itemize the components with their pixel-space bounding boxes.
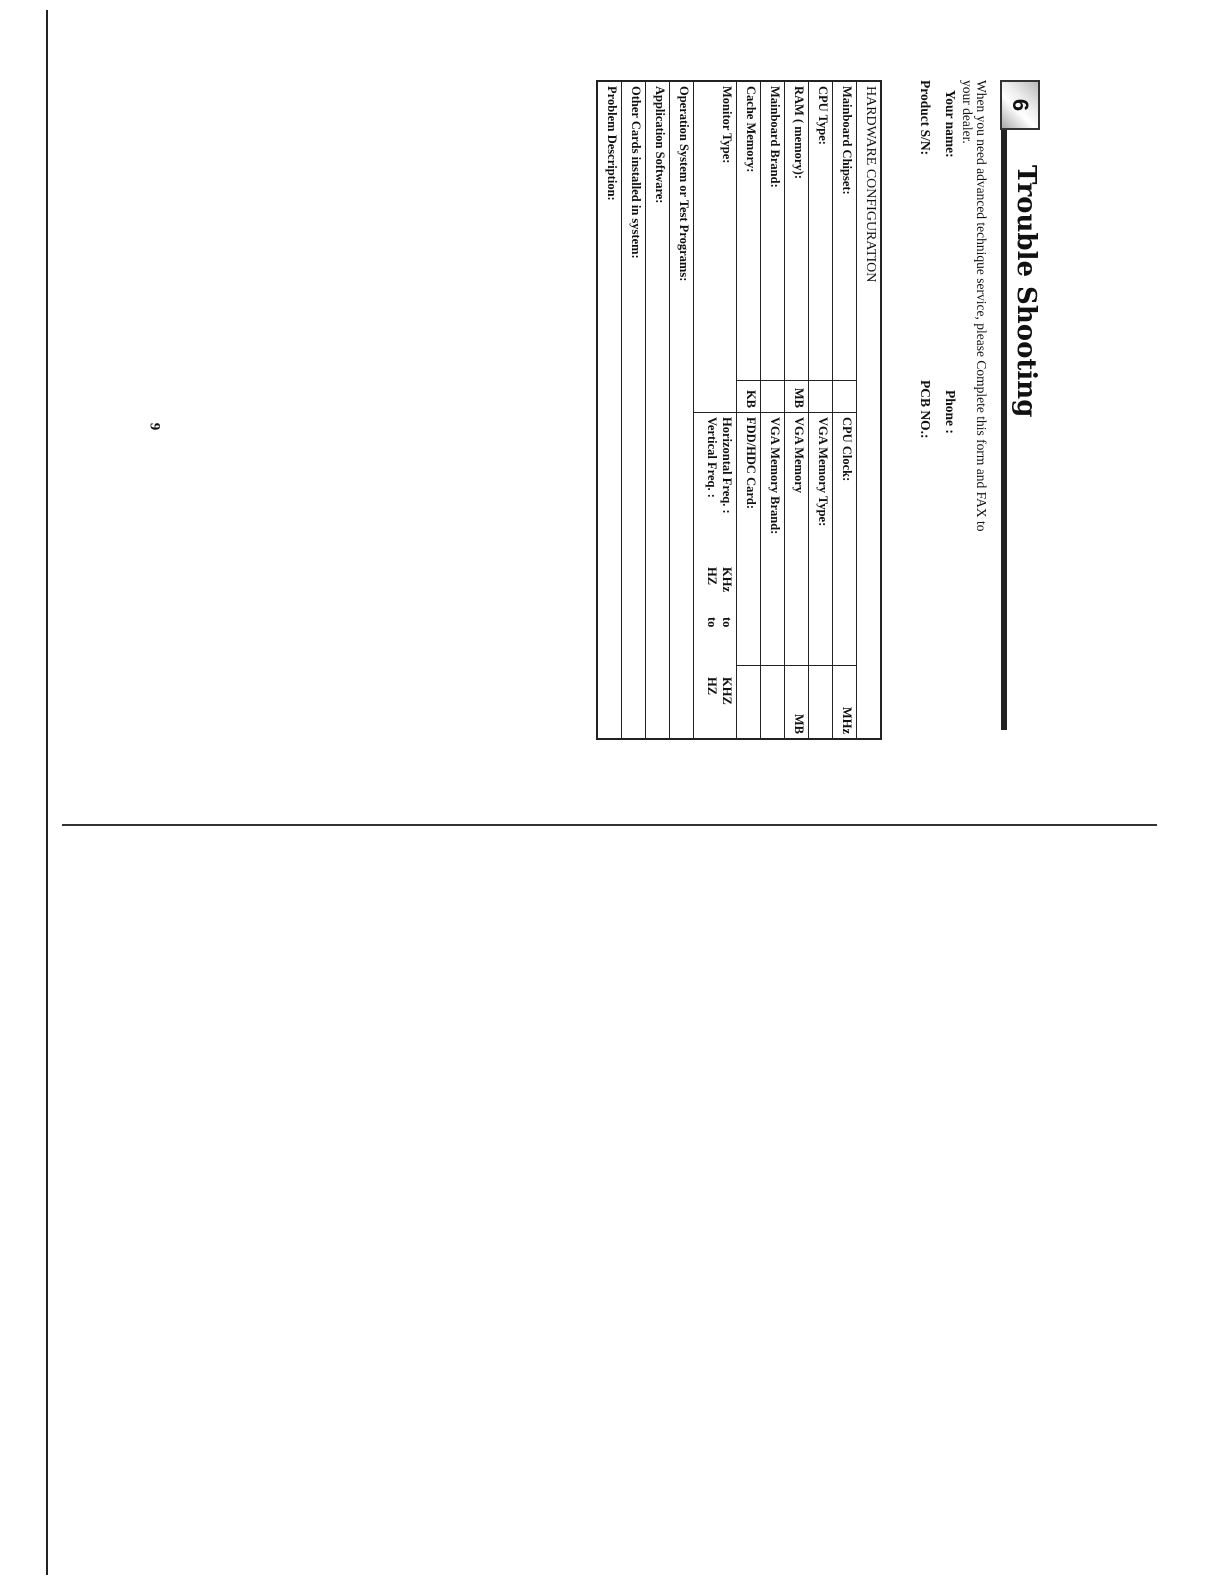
mainboard-chipset-field[interactable]: Mainboard Chipset: xyxy=(833,81,857,381)
chapter-rule xyxy=(1001,130,1007,730)
intro-line-1: When you need advanced technique service, please Complete this form and FAX to xyxy=(974,80,989,532)
hardware-config-form xyxy=(596,80,882,740)
mainboard-chipset-unit xyxy=(833,381,857,413)
vertical-freq-label: Vertical Freq. : xyxy=(705,417,719,498)
cpu-clock-unit: MHz xyxy=(833,666,857,739)
monitor-type-field[interactable]: Monitor Type: xyxy=(694,81,737,413)
chapter-header xyxy=(995,80,1040,740)
fdd-hdc-card-field[interactable]: FDD/HDC Card: xyxy=(737,413,761,666)
page-fold-line xyxy=(62,824,1157,826)
table-row xyxy=(809,81,833,739)
mainboard-brand-field[interactable]: Mainboard Brand: xyxy=(761,81,785,381)
phone-label: Phone : xyxy=(943,390,958,434)
ram-unit: MB xyxy=(785,381,809,413)
problem-description-field[interactable]: Problem Description: xyxy=(597,81,622,739)
mainboard-brand-unit xyxy=(761,381,785,413)
vga-memory-field[interactable]: VGA Memory xyxy=(785,413,809,666)
table-row xyxy=(785,81,809,739)
cpu-type-unit xyxy=(809,381,833,413)
horizontal-freq-unit-1: KHz xyxy=(720,567,734,592)
ram-field[interactable]: RAM ( memory): xyxy=(785,81,809,381)
table-row xyxy=(694,81,737,739)
table-row xyxy=(646,81,670,739)
other-cards-field[interactable]: Other Cards installed in system: xyxy=(622,81,646,739)
table-row xyxy=(622,81,646,739)
vertical-freq-unit-2: HZ xyxy=(705,677,719,696)
table-row xyxy=(597,81,622,739)
rotated-page xyxy=(40,80,1040,740)
table-row xyxy=(761,81,785,739)
operating-system-field[interactable]: Operation System or Test Programs: xyxy=(670,81,694,739)
pcb-number-label: PCB NO.: xyxy=(918,380,933,439)
form-heading: HARDWARE CONFIGURATION xyxy=(857,81,882,739)
chapter-title: Trouble Shooting xyxy=(1011,165,1041,418)
table-row xyxy=(737,81,761,739)
your-name-label: Your name: xyxy=(943,90,958,158)
vga-memory-brand-unit xyxy=(761,666,785,739)
vertical-freq-unit-1: HZ xyxy=(705,567,719,586)
cpu-type-field[interactable]: CPU Type: xyxy=(809,81,833,381)
product-serial-label: Product S/N: xyxy=(918,80,933,156)
intro-text xyxy=(960,80,988,740)
cpu-clock-field[interactable]: CPU Clock: xyxy=(833,413,857,666)
chapter-number-box: 6 xyxy=(1000,80,1040,130)
table-row xyxy=(833,81,857,739)
monitor-frequency-cell[interactable] xyxy=(694,413,737,740)
horizontal-freq-to: to xyxy=(720,617,734,628)
table-row xyxy=(670,81,694,739)
vga-memory-type-unit xyxy=(809,666,833,739)
intro-line-2: your dealer. xyxy=(960,80,975,144)
application-software-field[interactable]: Application Software: xyxy=(646,81,670,739)
vga-memory-brand-field[interactable]: VGA Memory Brand: xyxy=(761,413,785,666)
fdd-hdc-card-unit xyxy=(737,666,761,739)
cache-memory-field[interactable]: Cache Memory: xyxy=(737,81,761,381)
page-number: 9 xyxy=(146,422,163,431)
horizontal-freq-unit-2: KHZ xyxy=(720,677,734,705)
vga-memory-type-field[interactable]: VGA Memory Type: xyxy=(809,413,833,666)
cache-memory-unit: KB xyxy=(737,381,761,413)
vertical-freq-to: to xyxy=(705,617,719,628)
horizontal-freq-label: Horizontal Freq. : xyxy=(720,417,734,514)
vga-memory-unit: MB xyxy=(785,666,809,739)
